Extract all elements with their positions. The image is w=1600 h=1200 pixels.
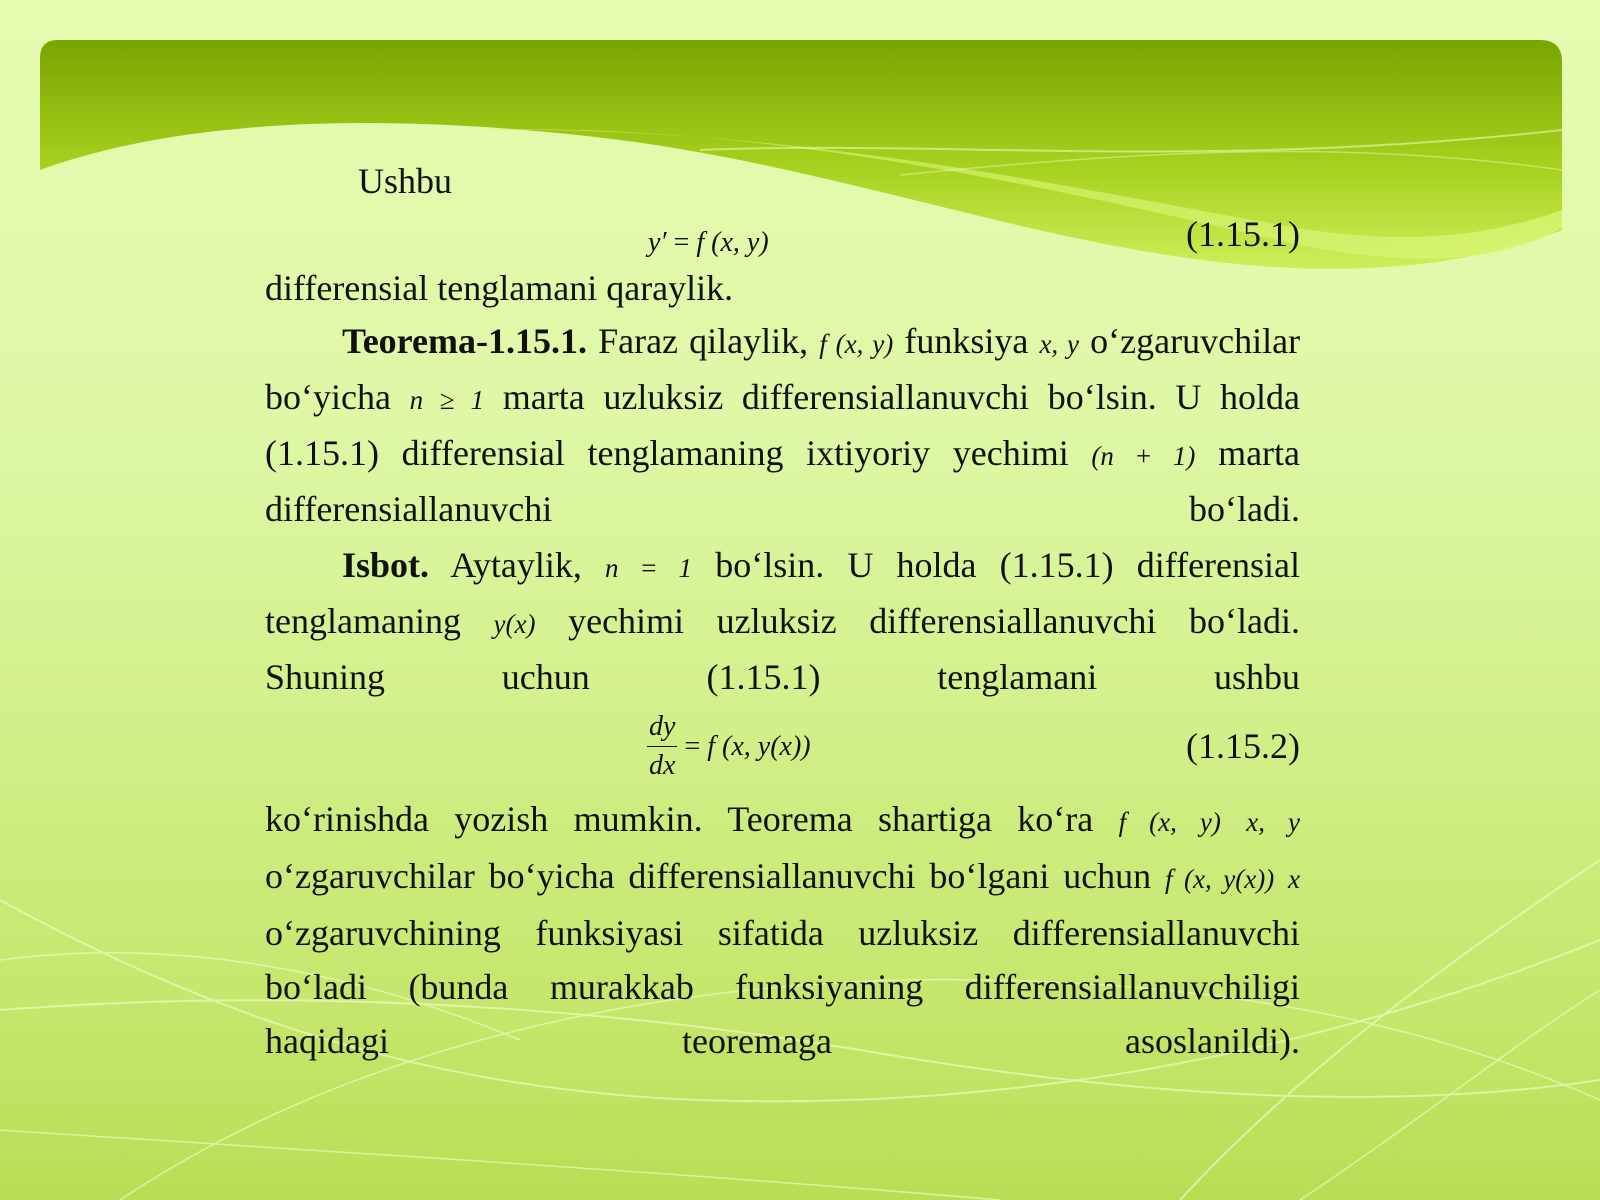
intro-word: Ushbu — [358, 161, 453, 201]
math-n-geq-1: n ≥ 1 — [409, 385, 485, 415]
text-body — [265, 155, 1300, 1068]
math-f-xy: f (x, y) — [819, 329, 894, 359]
equation-1-number: (1.15.1) — [1186, 214, 1300, 254]
equation-2 — [265, 704, 1300, 792]
math-f-xy-2: f (x, y) — [1118, 807, 1221, 837]
math-n-eq-1: n = 1 — [605, 553, 693, 583]
math-x-y-2: x, y — [1246, 807, 1301, 837]
after-equation-1: differensial tenglamani qaraylik. — [265, 268, 734, 308]
proof-label: Isbot. — [342, 545, 430, 585]
math-x: x — [1288, 864, 1300, 894]
theorem-label: Teorema-1.15.1. — [342, 321, 587, 361]
math-y-x: y(x) — [493, 609, 536, 639]
math-x-y: x, y — [1039, 329, 1080, 359]
equation-2-body: $\frac{dy}{dx}$ = f (x, y(x)) — [647, 708, 811, 785]
equation-1-body: y′ = f (x, y) — [648, 227, 769, 258]
fraction-dy-dx: $\frac{dy}{dx}$ — [647, 708, 677, 785]
equation-1 — [265, 208, 1300, 262]
math-f-xyx: f (x, y(x)) — [1164, 864, 1275, 894]
math-n-plus-1: (n + 1) — [1091, 441, 1196, 471]
theorem-paragraph: Teorema-1.15.1. Faraz qilaylik, f (x, y) funksiya x, y o‘zgaruvchilar bo‘yicha n ≥ 1 marta uzluksiz differensiallanuvchi bo‘lsin. U holda (1.15.1) differensial tenglamaning ixtiyoriy yechimi (n + 1) marta differensiallanuvchi bo‘ladi. — [265, 321, 1301, 529]
conclusion-paragraph: ko‘rinishda yozish mumkin. Teorema shartiga ko‘ra f (x, y) x, y o‘zgaruvchilar bo‘yicha differensiallanuvchi bo‘lgani uchun f (x, y(x)) x o‘zgaruvchining funksiyasi sifatida uzluksiz differensiallanuvchi bo‘ladi (bunda murakkab funksiyaning differensiallanuvchiligi haqidagi teoremaga asoslanildi). — [265, 799, 1301, 1061]
equation-2-number: (1.15.2) — [1186, 726, 1300, 766]
proof-paragraph: Isbot. Aytaylik, n = 1 bo‘lsin. U holda (1.15.1) differensial tenglamaning y(x) yechimi uzluksiz differensiallanuvchi bo‘ladi. Shuning uchun (1.15.1) tenglamani ushbu — [265, 545, 1301, 697]
